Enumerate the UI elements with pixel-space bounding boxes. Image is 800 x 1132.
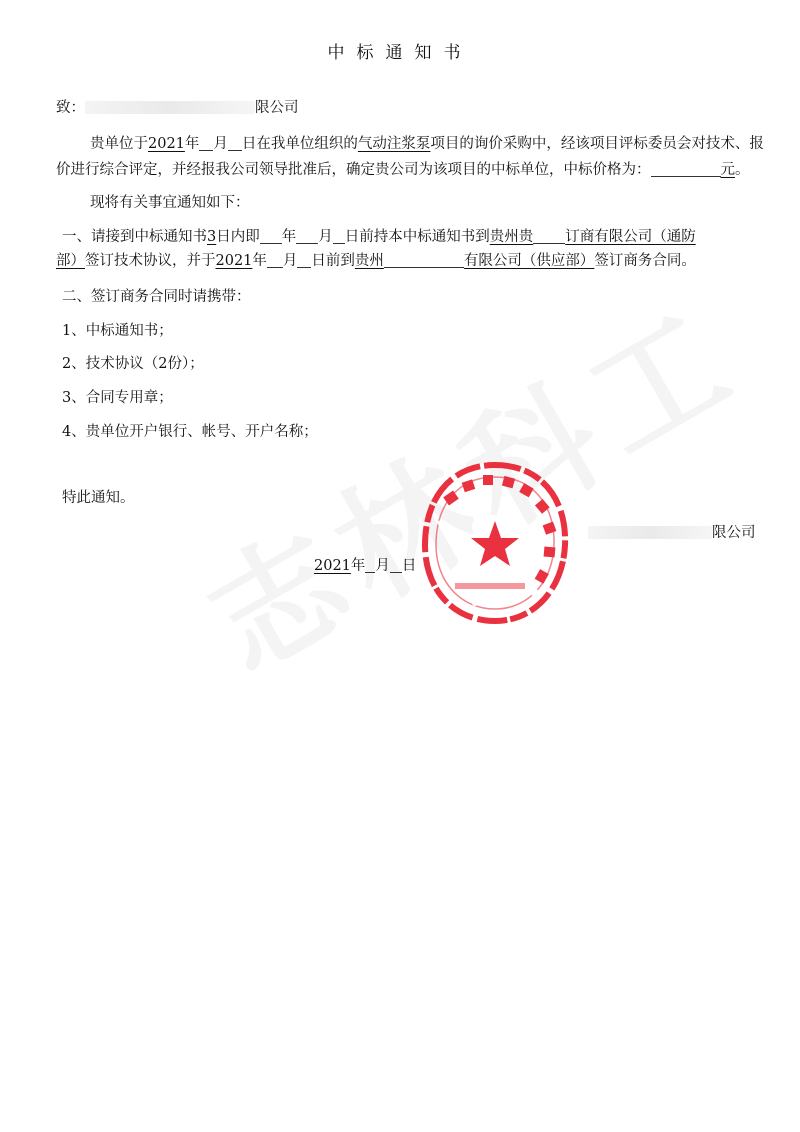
item-2-heading: 二、签订商务合同时请携带： (62, 289, 251, 305)
item1a-text-c: 年 (281, 229, 297, 245)
item1b-text-b: 签订技术协议，并于 (85, 253, 216, 269)
blank-day (333, 229, 345, 244)
signer-company (588, 523, 756, 543)
project-name: 气动注浆泵 (357, 136, 431, 152)
list-item: 1、中标通知书； (62, 323, 173, 339)
closing-text: 特此通知。 (62, 490, 135, 506)
recipient-company-end: 限公司 (255, 100, 299, 116)
blank-day (297, 253, 311, 268)
item-1-line-2 (56, 251, 696, 271)
blank-year (260, 229, 282, 244)
item1a-dept: 有限公司（通防 (594, 229, 696, 245)
p1-text-e: 项目的询价采购中，经该项目评标委员会对技术、报 (430, 136, 764, 152)
p1-text-d: 日在我单位组织的 (241, 136, 358, 152)
list-item: 3、合同专用章； (62, 390, 173, 406)
blank-month (296, 229, 318, 244)
item1a-text-g: 订商 (565, 229, 595, 245)
recipient-prefix: 致： (56, 100, 85, 116)
seal-star-icon (471, 521, 519, 566)
signer-company-end: 限公司 (712, 525, 756, 541)
blank-day (390, 558, 402, 573)
redacted-text (384, 253, 464, 268)
item1a-company-start: 贵州贵 (489, 229, 534, 245)
seal-group (425, 465, 565, 621)
item1b-company-start: 贵州 (354, 253, 384, 269)
blank-month (199, 136, 213, 151)
item1b-text-e: 日前到 (311, 253, 355, 269)
item1a-days: 3 (207, 229, 217, 245)
redacted-text (85, 101, 255, 114)
blank-month (365, 558, 375, 573)
date-year: 2021 (314, 558, 351, 574)
list-item: 2、技术协议（2份）； (62, 356, 204, 372)
item1a-text-e: 日前持本中标通知书到 (344, 229, 490, 245)
item1b-dept-end: 部） (56, 253, 85, 269)
price-unit: 元 (720, 162, 735, 178)
p1-text-b: 年 (184, 136, 200, 152)
seal-lettering-marks (443, 475, 556, 589)
p1-text-a: 贵单位于 (90, 136, 148, 152)
redacted-text (588, 526, 712, 539)
p1-year: 2021 (148, 136, 185, 152)
item1b-company-end: 有限公司（供应部） (463, 253, 595, 269)
blank-price (651, 162, 721, 177)
paragraph-1-line-1 (90, 134, 764, 154)
paragraph-1-line-2 (56, 160, 750, 180)
item1a-text-d: 月 (318, 229, 333, 245)
p1b-end: 。 (735, 162, 750, 178)
seal-ink-speckle (438, 511, 558, 607)
item1a-text-a: 一、请接到中标通知书 (62, 229, 207, 245)
item1a-text-b: 日内即 (216, 229, 260, 245)
p1b-text-a: 价进行综合评定，并经报我公司领导批准后，确定贵公司为该项目的中标单位，中标价格为： (56, 162, 651, 178)
redacted-text (533, 229, 565, 244)
document-title: 中标通知书 (327, 43, 473, 63)
item1b-text-c: 年 (252, 253, 267, 269)
item1b-year: 2021 (215, 253, 253, 269)
date-text-c: 日 (401, 558, 417, 574)
p1-text-c: 月 (213, 136, 228, 152)
item1b-text-h: 签订商务合同。 (594, 253, 696, 269)
company-seal-stamp (415, 453, 575, 633)
notice-intro: 现将有关事宜通知如下： (90, 195, 250, 211)
recipient-line (56, 98, 299, 118)
list-item: 4、贵单位开户银行、帐号、开户名称； (62, 424, 318, 440)
date-text-b: 月 (375, 558, 390, 574)
item1b-text-d: 月 (282, 253, 298, 269)
blank-month (267, 253, 283, 268)
date-text-a: 年 (350, 558, 366, 574)
blank-day (228, 136, 242, 151)
issue-date (314, 556, 416, 576)
item-1-line-1 (62, 227, 696, 247)
